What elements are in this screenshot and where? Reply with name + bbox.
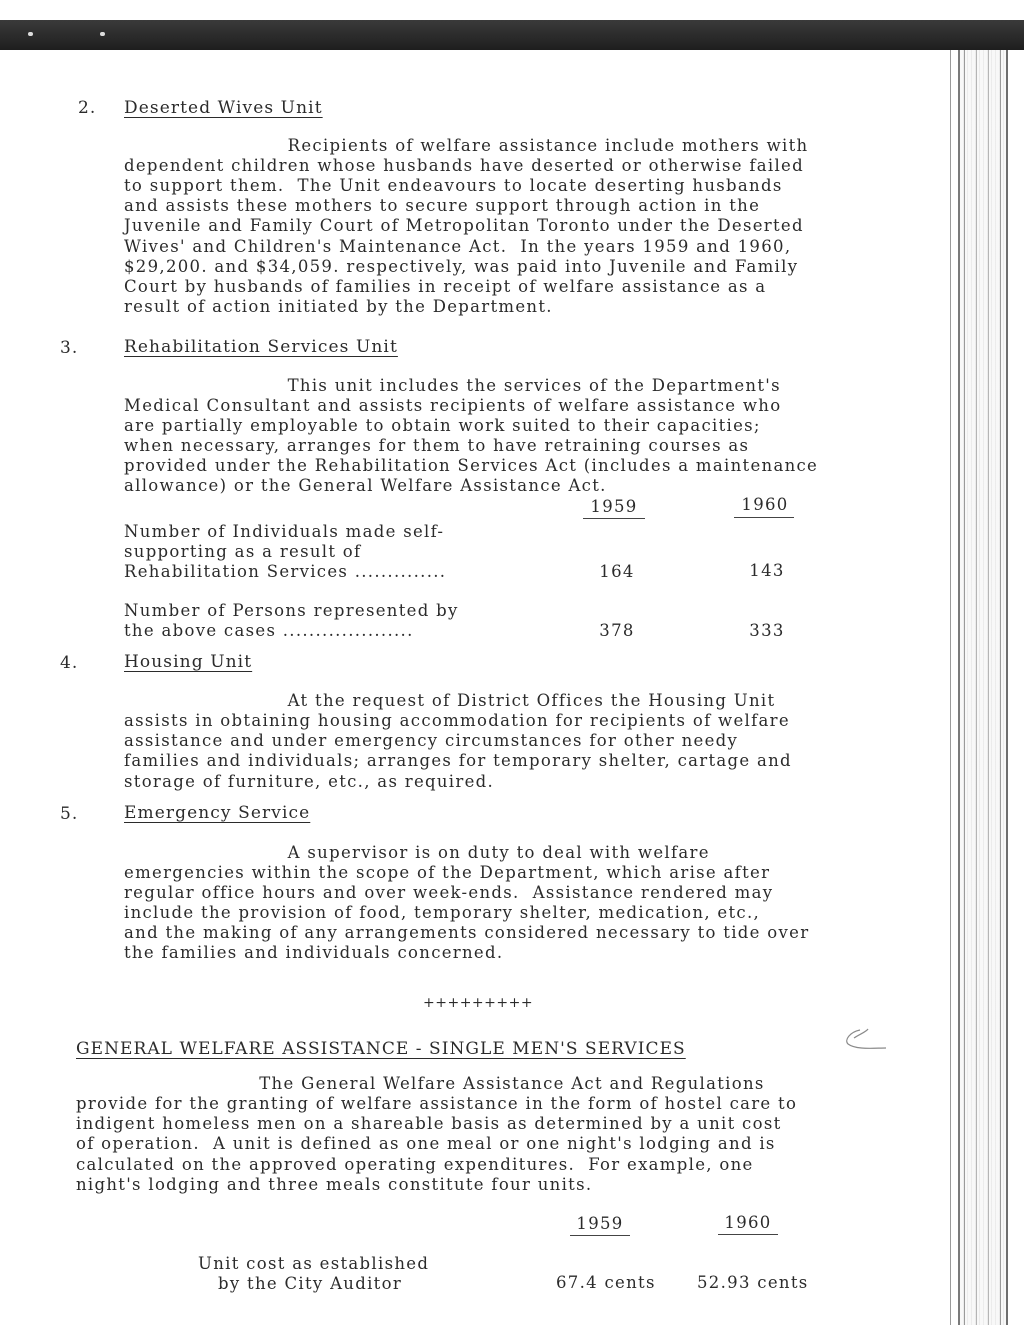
section-separator: +++++++++ (423, 995, 534, 1011)
handwritten-mark (840, 1024, 890, 1052)
text-line: the families and individuals concerned. (124, 943, 504, 962)
text-line: are partially employable to obtain work suited to their capacities; (124, 416, 761, 435)
text-line: assists in obtaining housing accommodation for recipients of welfare (124, 711, 790, 730)
text-line: At the request of District Offices the Housing Unit (124, 691, 776, 710)
text-line: and the making of any arrangements considered necessary to tide over (124, 923, 810, 942)
text-line: emergencies within the scope of the Department, which arise after (124, 863, 771, 882)
cell-value: 164 (599, 562, 635, 581)
scan-speck (28, 32, 33, 36)
text-line: indigent homeless men on a shareable basis as determined by a unit cost (76, 1114, 782, 1133)
year-header-1959: 1959 (576, 1214, 624, 1233)
scan-top-bar (0, 20, 1024, 50)
text-line: include the provision of food, temporary shelter, medication, etc., (124, 903, 761, 922)
row-label: supporting as a result of (124, 542, 362, 561)
cell-value: 52.93 cents (697, 1273, 809, 1292)
section-number: 4. (60, 653, 79, 673)
text-line: Recipients of welfare assistance include mothers with (124, 136, 809, 155)
year-header-1959: 1959 (590, 497, 638, 516)
section-heading-emergency: Emergency Service (124, 803, 311, 823)
cell-value: 143 (749, 561, 785, 580)
text-line: Wives' and Children's Maintenance Act. In the years 1959 and 1960, (124, 237, 792, 256)
row-label: Number of Individuals made self- (124, 522, 445, 541)
text-line: regular office hours and over week-ends. Assistance rendered may (124, 883, 774, 902)
text-line: Medical Consultant and assists recipients of welfare assistance who (124, 396, 782, 415)
year-underline (570, 1235, 630, 1236)
text-line: to support them. The Unit endeavours to locate deserting husbands (124, 176, 783, 195)
text-line: A supervisor is on duty to deal with welfare (124, 843, 710, 862)
text-line: allowance) or the General Welfare Assistance Act. (124, 476, 607, 495)
section-number: 5. (60, 804, 79, 824)
text-line: storage of furniture, etc., as required. (124, 772, 495, 791)
section-number: 3. (60, 338, 79, 358)
year-underline (718, 1234, 778, 1235)
text-line: of operation. A unit is defined as one meal or one night's lodging and is (76, 1134, 776, 1153)
row-label: by the City Auditor (218, 1274, 403, 1293)
text-line: calculated on the approved operating expenditures. For example, one (76, 1155, 754, 1174)
text-line: assistance and under emergency circumstances for other needy (124, 731, 739, 750)
text-line: result of action initiated by the Department. (124, 297, 553, 316)
general-welfare-heading: GENERAL WELFARE ASSISTANCE - SINGLE MEN'S SERVICES (76, 1039, 686, 1059)
year-underline (734, 517, 794, 518)
text-line: $29,200. and $34,059. respectively, was paid into Juvenile and Family (124, 257, 799, 276)
year-header-1960: 1960 (741, 495, 789, 514)
section-heading-deserted-wives: Deserted Wives Unit (124, 98, 323, 118)
text-line: and assists these mothers to secure support through action in the (124, 196, 761, 215)
text-line: This unit includes the services of the Department's (124, 376, 781, 395)
text-line: Juvenile and Family Court of Metropolitan Toronto under the Deserted (124, 216, 804, 235)
section-heading-rehabilitation: Rehabilitation Services Unit (124, 337, 398, 357)
text-line: provided under the Rehabilitation Services Act (includes a maintenance (124, 456, 819, 475)
text-line: night's lodging and three meals constitute four units. (76, 1175, 593, 1194)
row-label: Number of Persons represented by (124, 601, 459, 620)
section-heading-housing: Housing Unit (124, 652, 253, 672)
scan-page-edge (942, 50, 1024, 1325)
row-label: the above cases .................... (124, 621, 414, 640)
text-line: provide for the granting of welfare assistance in the form of hostel care to (76, 1094, 798, 1113)
row-label: Rehabilitation Services .............. (124, 562, 447, 581)
cell-value: 378 (599, 621, 635, 640)
row-label: Unit cost as established (198, 1254, 430, 1273)
text-line: when necessary, arranges for them to have retraining courses as (124, 436, 750, 455)
scan-speck (100, 32, 105, 36)
text-line: Court by husbands of families in receipt of welfare assistance as a (124, 277, 767, 296)
section-number: 2. (78, 98, 97, 118)
year-header-1960: 1960 (724, 1213, 772, 1232)
year-underline (583, 518, 645, 519)
cell-value: 67.4 cents (556, 1273, 656, 1292)
text-line: families and individuals; arranges for temporary shelter, cartage and (124, 751, 792, 770)
text-line: dependent children whose husbands have deserted or otherwise failed (124, 156, 804, 175)
text-line: The General Welfare Assistance Act and Regulations (76, 1074, 765, 1093)
cell-value: 333 (749, 621, 785, 640)
